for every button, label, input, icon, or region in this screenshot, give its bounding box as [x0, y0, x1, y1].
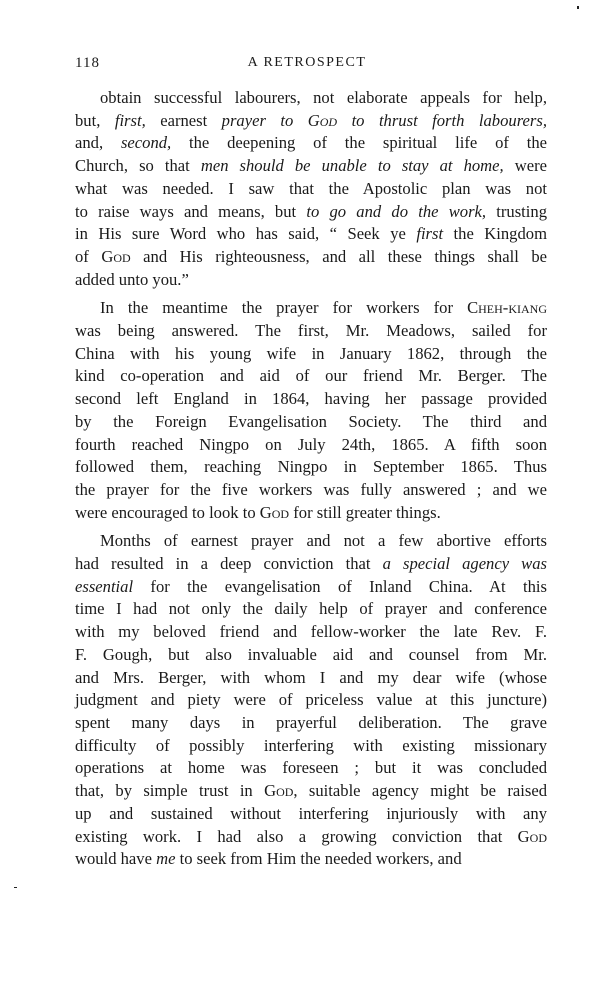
text-run: obtain successful labourers, not elaborate appeals for help, [100, 88, 547, 107]
text-line [75, 712, 547, 735]
text-run: the deepening of the spiritual life of the [171, 133, 547, 153]
text-run: God [101, 246, 131, 266]
text-run: God [307, 110, 338, 130]
text-run: would have [75, 849, 157, 869]
text-run: existing work. I had also a growing conviction that [75, 826, 518, 846]
text-line [75, 826, 547, 849]
text-run: prayer to [221, 110, 308, 130]
text-run: was being answered. The first, Mr. Meadows, sailed for [75, 321, 547, 341]
text-run: second left England in 1864, having her passage provided [75, 389, 547, 409]
text-run: and, [75, 133, 121, 153]
text-run: earnest [145, 110, 222, 130]
text-line [75, 87, 547, 110]
text-line [75, 689, 547, 712]
text-line [75, 644, 547, 667]
text-line [75, 530, 547, 553]
text-run: that, by simple trust in [75, 781, 265, 801]
text-run: men should be unable to stay at home, [200, 156, 504, 176]
text-run: judgment and piety were of priceless value at this juncture) [75, 690, 547, 710]
text-line [75, 178, 547, 201]
text-run: and His righteousness, and all these things shall be [130, 246, 547, 266]
text-run: Months of earnest prayer and not a few abortive efforts [100, 531, 547, 551]
text-run: with my beloved friend and fellow-worker the late Rev. F. [75, 622, 547, 642]
text-line [75, 757, 547, 780]
text-run: difficulty of possibly interfering with existing missionary [75, 735, 547, 755]
text-run: to raise ways and means, but [75, 201, 307, 221]
text-run: added unto you.” [75, 269, 189, 289]
text-run: Cheh-kiang [467, 298, 547, 318]
body-text [75, 87, 547, 871]
text-run: followed them, reaching Ningpo in September 1865. Thus [75, 457, 547, 477]
text-run: second, [120, 133, 172, 153]
text-line [75, 132, 547, 155]
text-run: kind co-operation and aid of our friend Mr. Berger. The [75, 366, 547, 386]
paragraph [75, 297, 547, 524]
text-run: the Kingdom [443, 224, 547, 244]
text-run: China with his young wife in January 1862, through the [75, 343, 547, 363]
running-head: A RETROSPECT [247, 55, 367, 70]
text-run: to seek from Him the needed workers, and [175, 849, 462, 869]
text-run: , suitable agency might be raised [293, 781, 547, 801]
text-run: for the evangelisation of Inland China. At this [133, 576, 547, 596]
scan-mark-top-right [577, 6, 579, 9]
text-run: spent many days in prayerful deliberation. The grave [75, 712, 547, 732]
text-line [75, 576, 547, 599]
scan-mark-left [14, 887, 17, 888]
text-run: God [517, 826, 547, 846]
text-line [75, 365, 547, 388]
text-run: had resulted in a deep conviction that [75, 554, 383, 574]
paragraph [75, 87, 547, 291]
text-run: to go and do the work, [306, 201, 487, 221]
text-run: in His sure Word who has said, “ Seek ye [75, 224, 417, 244]
text-line [75, 735, 547, 758]
text-line [75, 621, 547, 644]
text-line [75, 343, 547, 366]
text-run: to thrust forth labourers, [337, 110, 547, 130]
text-run: first, [114, 110, 146, 130]
text-line [75, 479, 547, 502]
text-line [75, 269, 547, 292]
text-line [75, 502, 547, 525]
text-line [75, 667, 547, 690]
text-line [75, 848, 547, 871]
text-run: for still greater things. [289, 502, 441, 522]
text-run: operations at home was foreseen ; but it was concluded [75, 758, 547, 778]
page-number: 118 [75, 55, 100, 71]
text-run: what was needed. I saw that the Apostolic plan was not [75, 178, 547, 198]
text-line [75, 388, 547, 411]
text-run: F. Gough, but also invaluable aid and counsel from Mr. [75, 644, 547, 664]
text-line [75, 553, 547, 576]
text-line [75, 411, 547, 434]
text-run: a special agency was [382, 554, 547, 574]
text-line [75, 780, 547, 803]
text-run: up and sustained without interfering injuriously with any [75, 803, 547, 823]
text-line [75, 110, 547, 133]
text-run: me [156, 849, 176, 869]
text-line [75, 803, 547, 826]
text-run: God [264, 781, 294, 801]
text-run: but, [75, 110, 115, 130]
text-run: the prayer for the five workers was fully answered ; and we [75, 479, 547, 499]
text-line [75, 201, 547, 224]
paragraph [75, 530, 547, 871]
text-run: first [416, 224, 444, 244]
text-run: In the meantime the prayer for workers for [100, 298, 468, 318]
text-run: trusting [486, 201, 547, 221]
text-line [75, 456, 547, 479]
text-line [75, 297, 547, 320]
text-line [75, 320, 547, 343]
text-run: time I had not only the daily help of prayer and conference [75, 599, 547, 619]
text-run: were [503, 156, 547, 176]
text-line [75, 246, 547, 269]
text-run: were encouraged to look to [75, 502, 260, 522]
text-run: essential [75, 576, 134, 596]
text-line [75, 598, 547, 621]
text-run: fourth reached Ningpo on July 24th, 1865. A fifth soon [75, 434, 547, 454]
text-run: of [75, 246, 102, 266]
text-line [75, 434, 547, 457]
text-line [75, 155, 547, 178]
text-run: by the Foreign Evangelisation Society. The third and [75, 411, 547, 431]
text-run: and Mrs. Berger, with whom I and my dear wife (whose [75, 667, 547, 687]
text-line [75, 223, 547, 246]
text-run: Church, so that [75, 156, 201, 176]
text-run: God [259, 502, 290, 522]
